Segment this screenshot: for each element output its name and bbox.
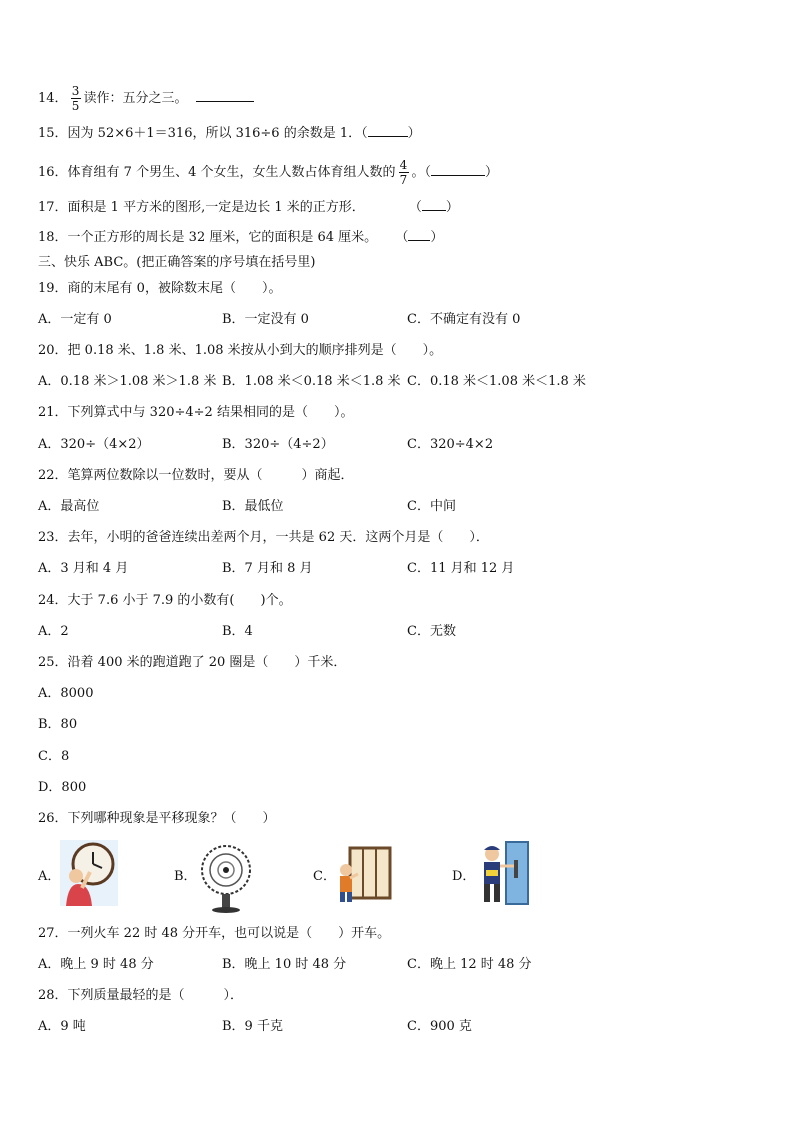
option-c[interactable]: C．900 克 — [407, 1019, 472, 1034]
question-text: 因为 52×6＋1＝316，所以 316÷6 的余数是 1．（ — [67, 126, 368, 141]
question-26 — [38, 810, 276, 828]
question-25 — [38, 654, 346, 672]
option-a[interactable]: A．9 吨 — [38, 1019, 86, 1034]
option-c[interactable]: C．无数 — [407, 624, 456, 639]
option-c[interactable]: C．320÷4×2 — [407, 437, 494, 452]
option-a[interactable]: A．8000 — [38, 686, 94, 701]
answer-blank[interactable] — [368, 124, 408, 137]
question-text: 一个正方形的周长是 32 厘米，它的面积是 64 厘米。 — [67, 230, 378, 245]
question-21 — [38, 404, 353, 422]
question-number: 24． — [38, 593, 68, 608]
door-handle-person-icon[interactable] — [476, 840, 534, 906]
option-a[interactable]: A．晚上 9 时 48 分 — [38, 957, 154, 972]
question-text: 下列算式中与 320÷4÷2 结果相同的是（ ）。 — [67, 405, 354, 420]
question-text: 体育组有 7 个男生、4 个女生，女生人数占体育组人数的 — [67, 165, 396, 180]
option-d[interactable]: D． — [452, 869, 476, 884]
option-c[interactable]: C．中间 — [407, 499, 456, 514]
option-d[interactable]: D．800 — [38, 780, 87, 795]
question-number: 14． — [38, 91, 68, 106]
question-number: 27． — [38, 926, 68, 941]
option-a[interactable]: A．2 — [38, 624, 69, 639]
option-a[interactable]: A．一定有 0 — [38, 312, 112, 327]
option-b[interactable]: B．320÷（4÷2） — [222, 437, 334, 452]
option-b[interactable]: B．7 月和 8 月 — [222, 561, 313, 576]
option-a[interactable]: A．3 月和 4 月 — [38, 561, 129, 576]
question-number: 17． — [38, 200, 68, 215]
option-a[interactable]: A． — [38, 869, 61, 884]
fraction: $\frac{4}{7}$ — [399, 158, 408, 187]
question-number: 26． — [38, 811, 68, 826]
question-28 — [38, 987, 243, 1005]
question-text: 面积是 1 平方米的图形,一定是边长 1 米的正方形． — [67, 200, 365, 215]
question-20 — [38, 342, 442, 360]
question-number: 25． — [38, 655, 68, 670]
option-a[interactable]: A．320÷（4×2） — [38, 437, 150, 452]
question-number: 21． — [38, 405, 68, 420]
question-number: 22． — [38, 468, 68, 483]
question-22 — [38, 467, 354, 485]
question-text: 下列质量最轻的是（ ）． — [67, 988, 244, 1003]
question-14 — [38, 84, 254, 113]
question-number: 16． — [38, 165, 68, 180]
fraction: $\frac{3}{5}$ — [71, 84, 80, 113]
question-16: 16．体育组有 7 个男生、4 个女生，女生人数占体育组人数的 $\frac{4}{7}$ 。（ ） — [38, 158, 499, 187]
option-b[interactable]: B．80 — [38, 717, 78, 732]
question-18: 18．一个正方形的周长是 32 厘米，它的面积是 64 厘米。 （ ） — [38, 230, 444, 245]
question-text: 一列火车 22 时 48 分开车，也可以说是（ ）开车。 — [67, 926, 391, 941]
option-c[interactable]: C．不确定有没有 0 — [407, 312, 521, 327]
question-number: 23． — [38, 530, 68, 545]
question-number: 20． — [38, 343, 68, 358]
question-27 — [38, 925, 390, 943]
option-a[interactable]: A．0.18 米＞1.08 米＞1.8 米 — [38, 374, 217, 389]
option-c[interactable]: C．11 月和 12 月 — [407, 561, 515, 576]
option-a[interactable]: A．最高位 — [38, 499, 100, 514]
answer-blank[interactable] — [422, 198, 446, 211]
question-number: 19． — [38, 281, 68, 296]
question-17: 17．面积是 1 平方米的图形,一定是边长 1 米的正方形． （ ） — [38, 200, 459, 215]
option-b[interactable]: B．1.08 米＜0.18 米＜1.8 米 — [222, 374, 401, 389]
option-b[interactable]: B．一定没有 0 — [222, 312, 309, 327]
option-b[interactable]: B． — [174, 869, 197, 884]
question-number: 18． — [38, 230, 68, 245]
question-text: 大于 7.6 小于 7.9 的小数有( )个。 — [67, 593, 292, 608]
fan-icon[interactable] — [198, 836, 254, 914]
question-text: 下列哪种现象是平移现象？（ ） — [67, 811, 276, 826]
question-text: 沿着 400 米的跑道跑了 20 圈是（ ）千米． — [67, 655, 347, 670]
option-b[interactable]: B．4 — [222, 624, 253, 639]
option-b[interactable]: B．最低位 — [222, 499, 284, 514]
question-text: 笔算两位数除以一位数时，要从（ ）商起． — [67, 468, 354, 483]
question-15: 15．因为 52×6＋1＝316，所以 316÷6 的余数是 1．（ ） — [38, 126, 421, 141]
question-number: 15． — [38, 126, 68, 141]
option-c[interactable]: C．晚上 12 时 48 分 — [407, 957, 532, 972]
question-19 — [38, 280, 281, 298]
option-b[interactable]: B．晚上 10 时 48 分 — [222, 957, 347, 972]
option-c[interactable]: C．8 — [38, 749, 70, 764]
question-text: 去年，小明的爸爸连续出差两个月，一共是 62 天．这两个月是（ ）． — [67, 530, 489, 545]
question-text: 商的末尾有 0，被除数末尾（ ）。 — [67, 281, 282, 296]
section-heading: 三、快乐 ABC。(把正确答案的序号填在括号里) — [38, 255, 316, 270]
option-b[interactable]: B．9 千克 — [222, 1019, 283, 1034]
clock-person-icon[interactable] — [60, 840, 118, 906]
option-c[interactable]: C．0.18 米＜1.08 米＜1.8 米 — [407, 374, 586, 389]
window-person-icon[interactable] — [336, 846, 392, 904]
question-23 — [38, 529, 489, 547]
answer-blank[interactable] — [431, 163, 485, 176]
option-c[interactable]: C． — [313, 869, 336, 884]
question-24 — [38, 592, 292, 610]
answer-blank[interactable] — [408, 228, 430, 241]
question-text: 把 0.18 米、1.8 米、1.08 米按从小到大的顺序排列是（ ）。 — [67, 343, 443, 358]
question-text: 读作：五分之三。 — [83, 91, 188, 106]
answer-blank[interactable] — [196, 89, 254, 102]
question-number: 28． — [38, 988, 68, 1003]
